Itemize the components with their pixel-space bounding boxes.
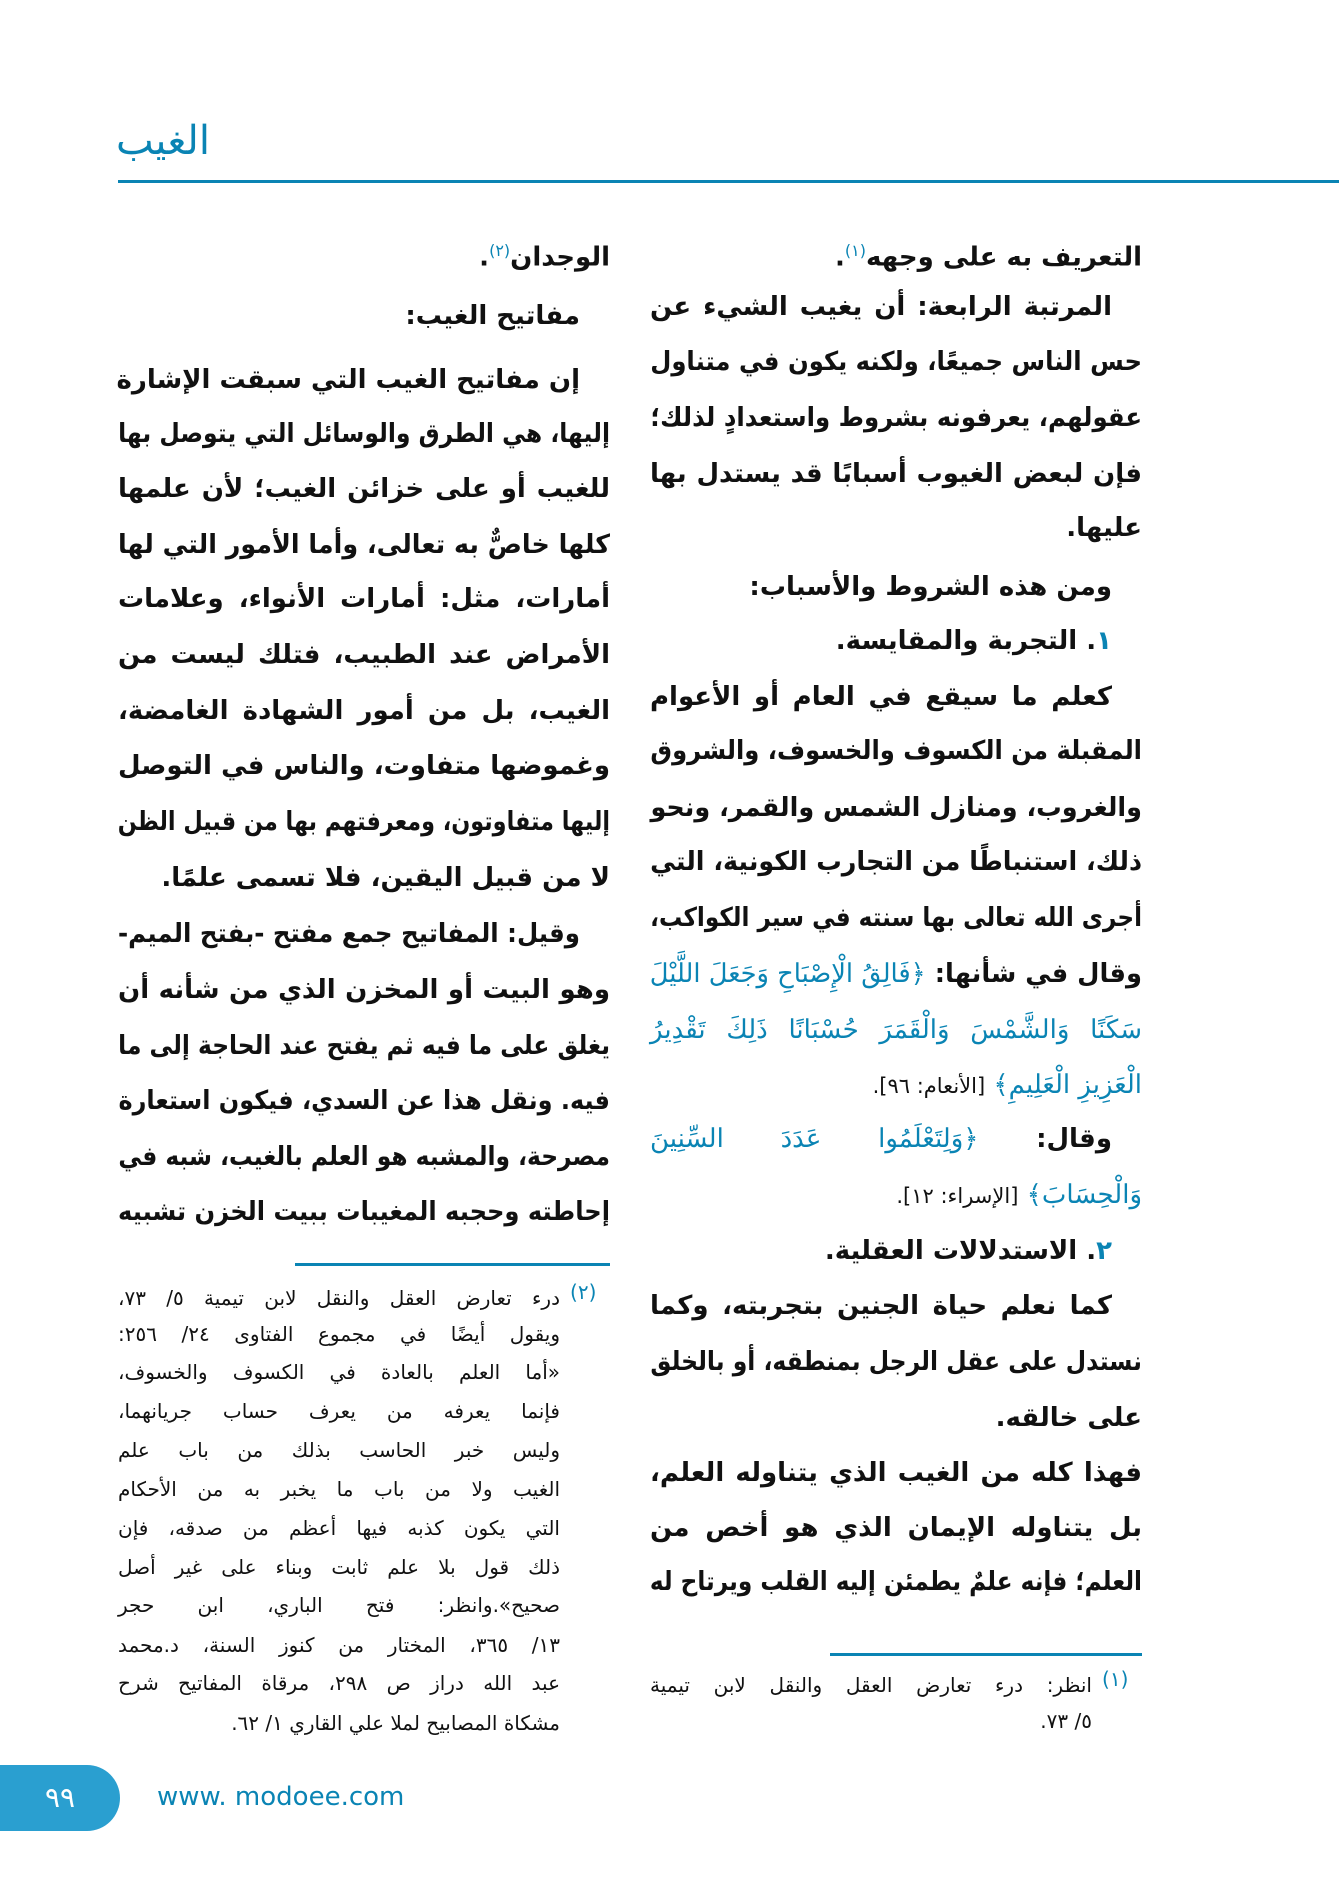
text-line [118, 1135, 611, 1179]
text-segment: بل يتناوله الإيمان الذي هو أخص من [650, 1513, 1142, 1543]
text-segment: المقبلة من الكسوف والخسوف، والشروق [650, 736, 1142, 766]
verse-reference: [الإسراء: ١٢]. [896, 1184, 1019, 1208]
text-line [118, 633, 610, 677]
text-line [650, 340, 1142, 384]
text-segment: كعلم ما سيقع في العام أو الأعوام [650, 682, 1112, 712]
text-line [118, 1024, 610, 1068]
text-line [118, 358, 580, 402]
quran-verse: سَكَنًا وَالشَّمْسَ وَالْقَمَرَ حُسْبَانًا ذَلِكَ تَقْدِيرُ [650, 1015, 1142, 1045]
text-line [118, 744, 610, 788]
footnote-line: التي يكون كذبه فيها أعظم من صدقه، فإن [118, 1516, 560, 1540]
quran-verse: الْعَزِيزِ الْعَلِيمِ﴾ [985, 1070, 1142, 1100]
footnote-line: عبد الله دراز ص ٢٩٨، مرقاة المفاتيح شرح [118, 1671, 561, 1695]
footnote-line: انظر: درء تعارض العقل والنقل لابن تيمية [650, 1673, 1092, 1697]
text-line [118, 1079, 610, 1123]
footnote-number: (٢) [570, 1280, 597, 1304]
footnote-line: مشكاة المصابيح لملا علي القاري ١/ ٦٢. [231, 1711, 560, 1735]
text-line [118, 968, 610, 1012]
text-segment: كما نعلم حياة الجنين بتجربته، وكما [650, 1291, 1112, 1321]
text-line [650, 1451, 1142, 1495]
text-line [650, 675, 1112, 719]
text-line [650, 1284, 1112, 1328]
text-line [650, 1340, 1142, 1384]
text-segment: إليها، هي الطرق والوسائل التي يتوصل بها [118, 419, 610, 449]
footnote-line: «أما العلم بالعادة في الكسوف والخسوف، [118, 1360, 560, 1384]
text-line [117, 523, 610, 567]
text-line [117, 800, 610, 844]
text-segment: ذلك، استنباطًا من التجارب الكونية، التي [650, 847, 1142, 877]
text-segment: الأمراض عند الطبيب، فتلك ليست من [118, 640, 610, 670]
text-line [649, 1560, 1142, 1604]
text-segment: وقيل: المفاتيح جمع مفتح -بفتح الميم- [118, 919, 580, 949]
text-line [650, 1008, 1142, 1052]
text-segment: العلم؛ فإنه علمٌ يطمئن إليه القلب ويرتاح له [649, 1567, 1142, 1597]
text-segment: نستدل على عقل الرجل بمنطقه، أو بالخلق [650, 1347, 1142, 1377]
footnote-number: (١) [1102, 1667, 1129, 1691]
quran-verse: ﴿وَلِتَعْلَمُوا عَدَدَ السِّنِينَ [650, 1124, 979, 1154]
list-number: ٢ [1096, 1236, 1112, 1266]
text-line [650, 396, 1142, 440]
header-divider [118, 180, 1339, 183]
text-segment: لا من قبيل اليقين، فلا تسمى علمًا. [161, 863, 610, 893]
text-line [118, 577, 610, 621]
text-segment: والغروب، ومنازل الشمس والقمر، ونحو [650, 793, 1142, 823]
text-line [650, 840, 1142, 884]
quran-verse: ﴿فَالِقُ الْإِصْبَاحِ وَجَعَلَ اللَّيْلَ [649, 959, 926, 989]
text-line [118, 229, 610, 273]
text-line [118, 467, 610, 511]
text-segment: مصرحة، والمشبه هو العلم بالغيب، شبه في [118, 1142, 611, 1172]
text-line [118, 1190, 610, 1234]
text-segment: ومن هذه الشروط والأسباب: [749, 572, 1112, 602]
text-line [650, 896, 1142, 940]
text-segment: يغلق على ما فيه ثم يفتح عند الحاجة إلى ما [118, 1031, 610, 1061]
text-line [650, 1506, 1142, 1550]
website-link[interactable]: www. modoee.com [157, 1782, 405, 1812]
footnote-line: وليس خبر الحاسب بذلك من باب علم [118, 1438, 560, 1462]
text-segment: عقولهم، يعرفونه بشروط واستعدادٍ لذلك؛ [650, 403, 1142, 433]
footnote-ref[interactable]: (١) [844, 241, 866, 260]
text-segment: عليها. [1066, 513, 1142, 543]
text-segment: أمارات، مثل: أمارات الأنواء، وعلامات [118, 584, 610, 614]
text-segment: إليها متفاوتون، ومعرفتهم بها من قبيل الظن [117, 807, 610, 837]
text-segment: إحاطته وحجبه المغيبات ببيت الخزن تشبيه [118, 1197, 610, 1227]
text-segment: وغموضها متفاوت، والناس في التوصل [118, 751, 610, 781]
text-segment: وقال في شأنها: [925, 959, 1142, 989]
text-line [650, 619, 1112, 663]
text-line [650, 452, 1142, 496]
text-line [650, 729, 1142, 773]
text-line [650, 1173, 1142, 1217]
text-segment: حس الناس جميعًا، ولكنه يكون في متناول [650, 347, 1142, 377]
text-segment: أجرى الله تعالى بها سنته في سير الكواكب، [650, 903, 1142, 933]
text-segment: فهذا كله من الغيب الذي يتناوله العلم، [650, 1458, 1142, 1488]
left-footnote-divider [295, 1263, 610, 1266]
footnote-line: ١٣/ ٣٦٥، المختار من كنوز السنة، د.محمد [118, 1633, 560, 1657]
text-line [650, 786, 1142, 830]
text-line [650, 1396, 1142, 1440]
text-line [650, 229, 1142, 273]
list-number: ١ [1096, 626, 1112, 656]
text-line [650, 565, 1112, 609]
footnote-line: درء تعارض العقل والنقل لابن تيمية ٥/ ٧٣، [118, 1286, 560, 1310]
text-line [650, 506, 1142, 550]
text-line [118, 689, 610, 733]
text-segment: فيه. ونقل هذا عن السدي، فيكون استعارة [118, 1086, 610, 1116]
footnote-line: صحيح».وانظر: فتح الباري، ابن حجر [118, 1593, 560, 1617]
text-segment: . التجربة والمقايسة. [835, 626, 1097, 656]
verse-reference: [الأنعام: ٩٦]. [872, 1074, 986, 1098]
text-segment: . [834, 242, 845, 273]
footnote-line: الغيب ولا من باب ما يخبر به من الأحكام [118, 1477, 560, 1501]
text-segment: إن مفاتيح الغيب التي سبقت الإشارة [116, 365, 580, 395]
text-line [650, 1063, 1142, 1107]
text-line [118, 856, 610, 900]
text-line [650, 1229, 1112, 1273]
text-line [649, 952, 1142, 996]
text-line [118, 412, 610, 456]
text-segment: للغيب أو على خزائن الغيب؛ لأن علمها [118, 474, 610, 504]
footnote-line: ٥/ ٧٣. [1040, 1709, 1092, 1733]
footnote-line: ذلك قول بلا علم ثابت وبناء على غير أصل [118, 1555, 560, 1579]
page-number: ٩٩ [0, 1765, 120, 1831]
right-footnote-divider [830, 1653, 1142, 1656]
text-segment: . الاستدلالات العقلية. [824, 1236, 1097, 1266]
text-segment: فإن لبعض الغيوب أسبابًا قد يستدل بها [650, 459, 1142, 489]
text-segment: وقال: [978, 1124, 1112, 1154]
text-segment: كلها خاصٌّ به تعالى، وأما الأمور التي لها [117, 530, 610, 560]
text-segment: الغيب، بل من أمور الشهادة الغامضة، [118, 696, 610, 726]
text-line [650, 285, 1112, 329]
quran-verse: وَالْحِسَابَ﴾ [1018, 1180, 1142, 1210]
text-line [118, 294, 580, 338]
text-segment: الوجدان [510, 242, 610, 273]
footnote-line: ويقول أيضًا في مجموع الفتاوى ٢٤/ ٢٥٦: [118, 1322, 560, 1346]
chapter-title: الغيب [116, 118, 210, 164]
text-segment: وهو البيت أو المخزن الذي من شأنه أن [118, 975, 610, 1005]
footnote-ref[interactable]: (٢) [489, 241, 511, 260]
text-segment: مفاتيح الغيب: [405, 301, 580, 331]
footnote-line: فإنما يعرفه من يعرف حساب جريانهما، [118, 1399, 560, 1423]
text-line [118, 912, 580, 956]
text-segment: التعريف به على وجهه [865, 242, 1142, 273]
text-line [650, 1117, 1112, 1161]
text-segment: المرتبة الرابعة: أن يغيب الشيء عن [650, 292, 1112, 322]
text-segment: . [479, 242, 490, 273]
text-segment: على خالقه. [995, 1403, 1142, 1433]
